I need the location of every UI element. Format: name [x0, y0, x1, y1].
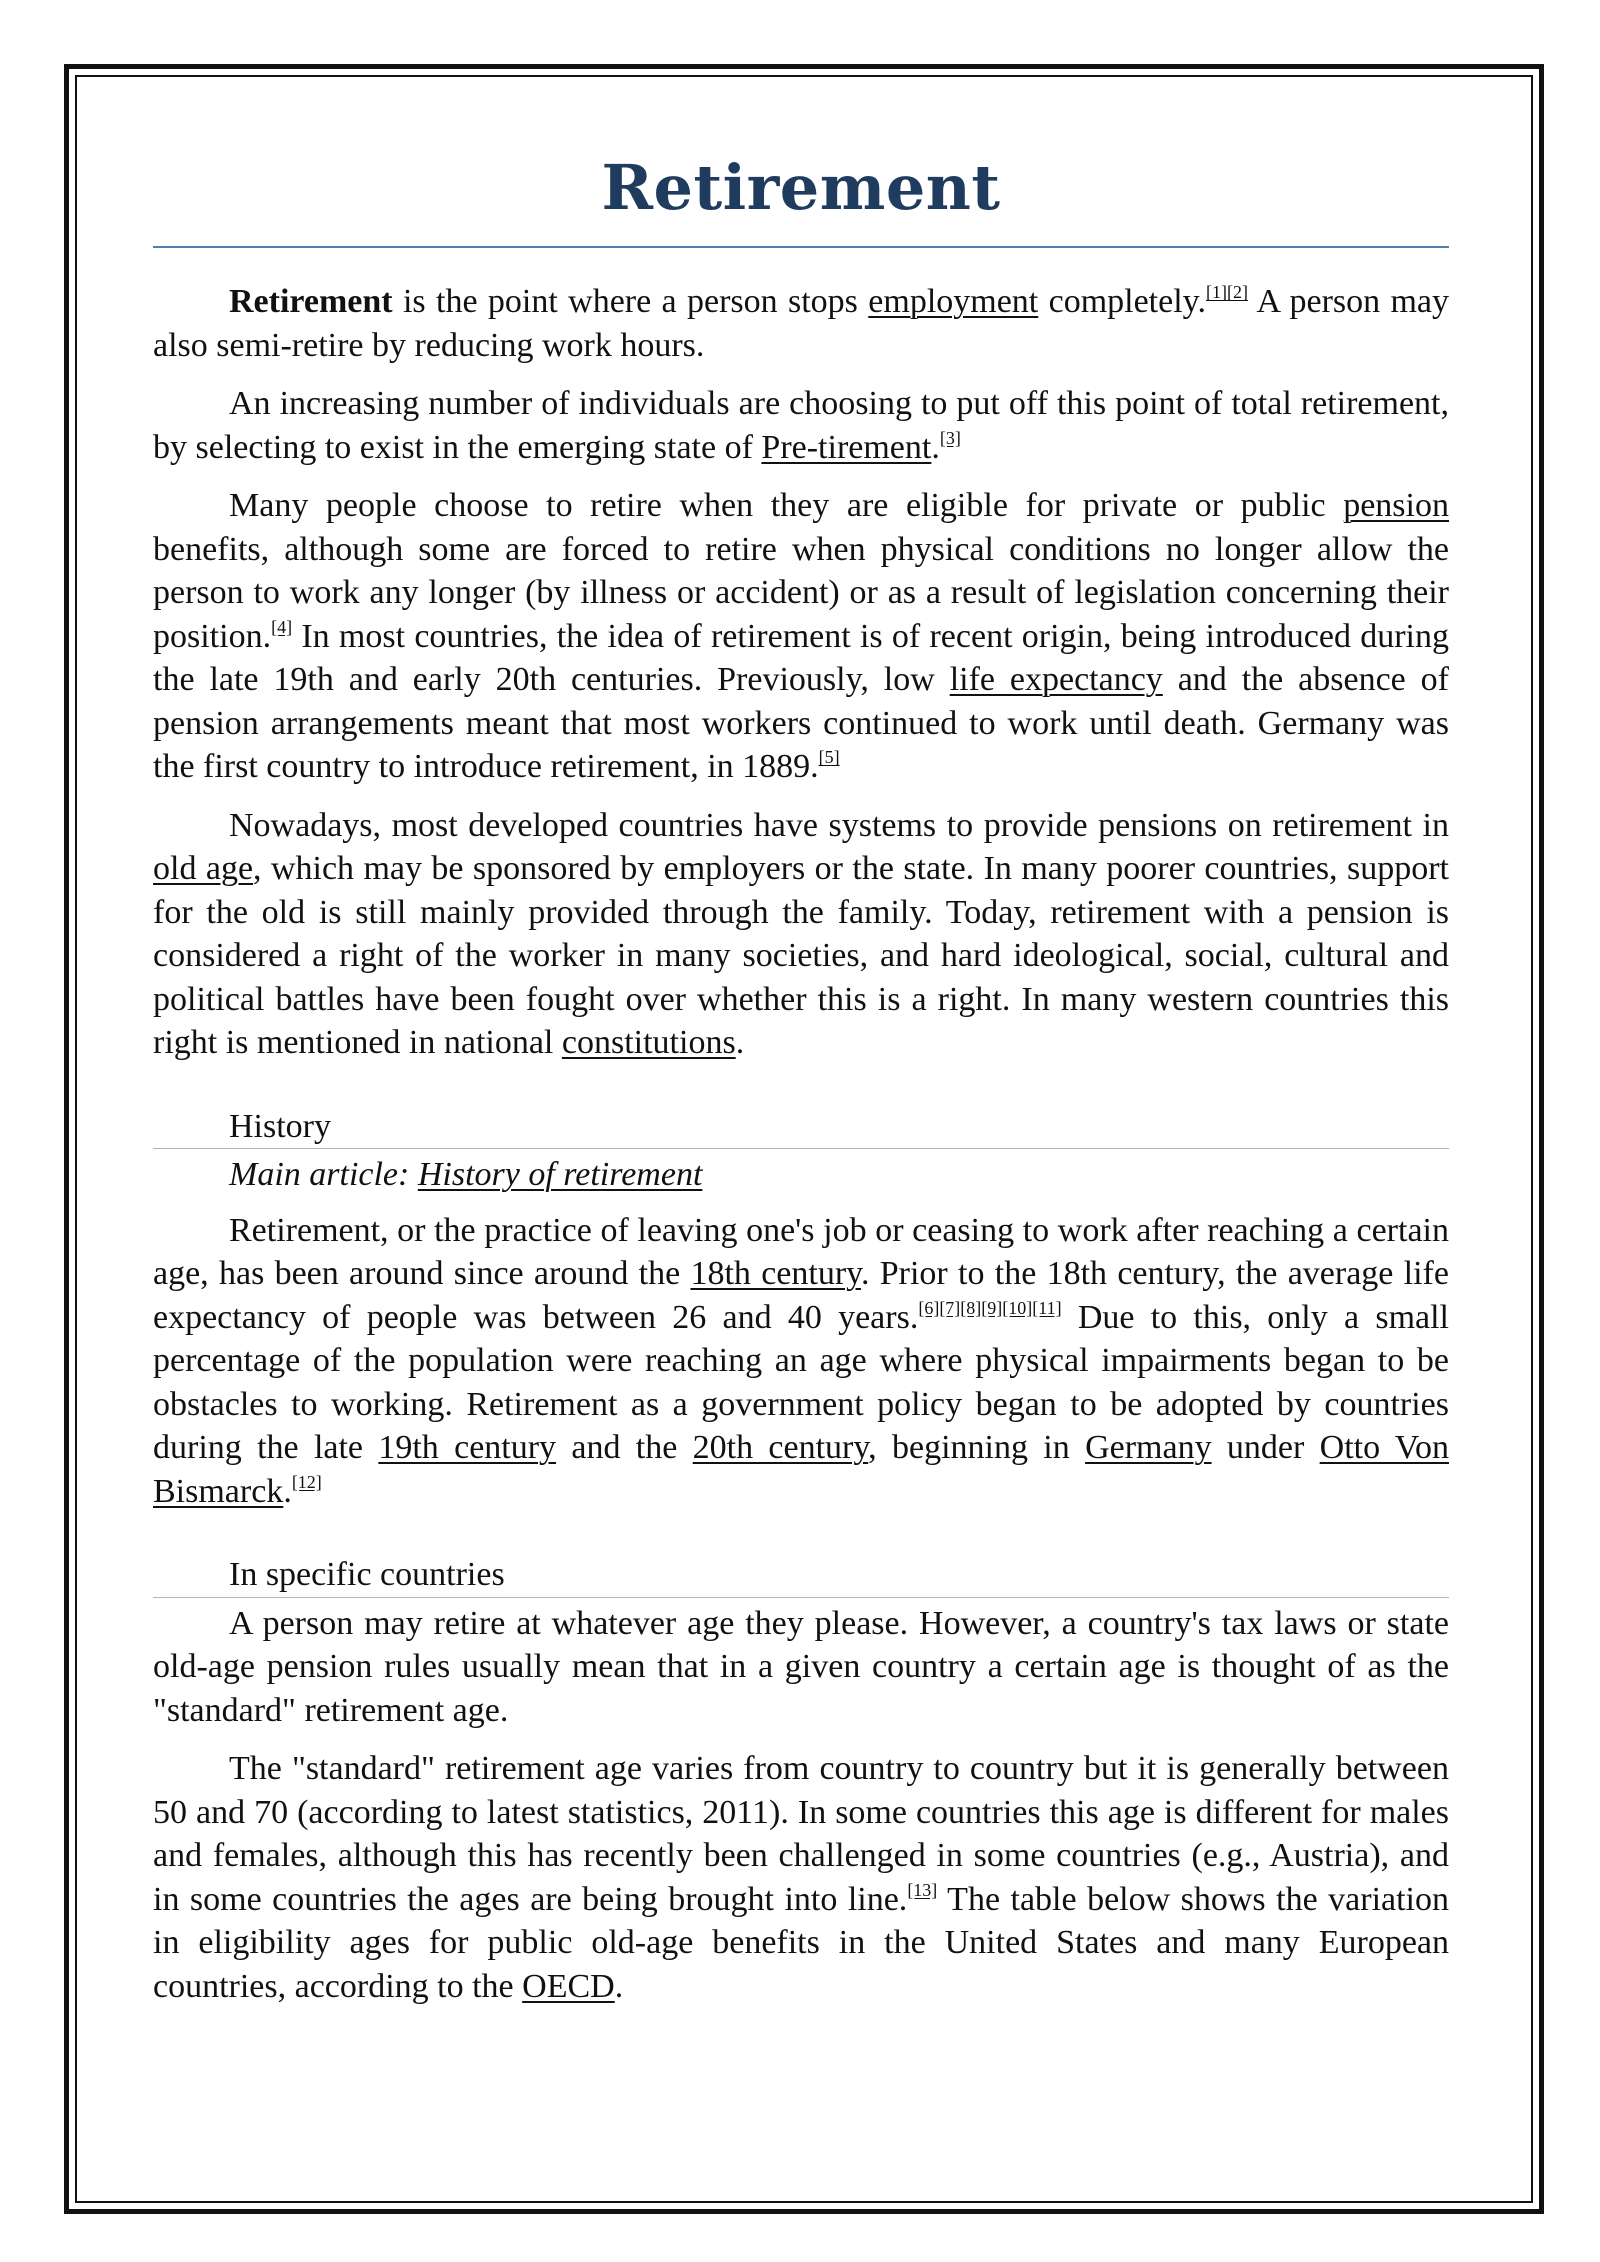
link-20th-century[interactable]: 20th century [692, 1429, 869, 1466]
link-otto-von-bismarck[interactable]: Otto Von Bismarck [153, 1429, 1449, 1510]
section-heading-countries: In specific countries [229, 1556, 505, 1593]
citation-12[interactable]: [12] [291, 1471, 322, 1492]
link-oecd[interactable]: OECD [522, 1967, 615, 2005]
paragraph-history: Retirement, or the practice of leaving one's job or ceasing to work after reaching a certain age, has been around since around the 18th century. Prior to the 18th century, the average life expectancy of people was between 26 and 40 years.[6][7][8][9][10][11] Due to this, only a small percentage of the population were reaching an age where physical impairments began to be obstacles to working. Retirement as a government policy began to be adopted by countries during the late 19th century and the 20th century, beginning in Germany under Otto Von Bismarck.[12] [153, 1211, 1450, 1510]
citation-4[interactable]: [4] [271, 616, 293, 637]
citation-5[interactable]: [5] [818, 747, 840, 767]
link-18th-century[interactable]: 18th century [690, 1255, 861, 1292]
paragraph-pretirement: An increasing number of individuals are choosing to put off this point of total retirement, by selecting to exist in the emerging state of Pre-tirement.[3] [153, 385, 1449, 466]
citations-6-11[interactable]: [6][7][8][9][10][11] [918, 1297, 1062, 1318]
link-germany[interactable]: Germany [1085, 1429, 1212, 1466]
paragraph-nowadays: Nowadays, most developed countries have systems to provide pensions on retirement in old age, which may be sponsored by employers or the state. In many poorer countries, support for the old is still mainly provided through the family. Today, retirement with a pension is considered a right of the worker in many societies, and hard ideological, social, cultural and political battles have been fought over whether this is a right. In many western countries this right is mentioned in national constitutions. [153, 806, 1449, 1061]
main-article-note: Main article: History of retirement [229, 1156, 703, 1193]
link-constitutions[interactable]: constitutions [561, 1024, 736, 1061]
link-pre-tirement[interactable]: Pre-tirement [761, 428, 932, 466]
section-divider-history [153, 1148, 1449, 1149]
page-title: Retirement [601, 151, 1001, 224]
citation-3[interactable]: [3] [939, 427, 961, 448]
link-employment[interactable]: employment [868, 283, 1039, 320]
paragraph-eligibility: Many people choose to retire when they are eligible for private or public pension benefits, although some are forced to retire when physical conditions no longer allow the person to work any longer (by illness or accident) or as a result of legislation concerning their position.[4] In most countries, the idea of retirement is of recent origin, being introduced during the late 19th and early 20th centuries. Previously, low life expectancy and the absence of pension arrangements meant that most workers continued to work until death. Germany was the first country to introduce retirement, in 1889.[5] [153, 487, 1449, 785]
link-history-of-retirement[interactable]: History of retirement [417, 1156, 703, 1193]
link-old-age[interactable]: old age [153, 850, 254, 887]
citation-2[interactable]: [2] [1226, 282, 1248, 302]
section-heading-history: History [229, 1107, 331, 1145]
title-divider [153, 246, 1449, 248]
paragraph-standard-age: The "standard" retirement age varies from country to country but it is generally between 50 and 70 (according to latest statistics, 2011). In some countries this age is different for males and females, although this has recently been challenged in some countries (e.g., Austria), and in some countries the ages are being brought into line.[13] The table below shows the variation in eligibility ages for public old-age benefits in the United States and many European countries, according to the OECD. [153, 1750, 1450, 2005]
link-19th-century[interactable]: 19th century [378, 1429, 557, 1466]
term-retirement: Retirement [229, 283, 393, 320]
link-pension[interactable]: pension [1343, 487, 1449, 524]
link-life-expectancy[interactable]: life expectancy [949, 661, 1163, 698]
citation-1[interactable]: [1] [1205, 282, 1227, 302]
paragraph-retire-any-age: A person may retire at whatever age they please. However, a country's tax laws or state old-age pension rules usually mean that in a given country a certain age is thought of as the "standard" retirement age. [153, 1604, 1449, 1729]
citation-13[interactable]: [13] [907, 1879, 938, 1900]
paragraph-intro: Retirement is the point where a person stops employment completely.[1][2] A person may also semi-retire by reducing work hours. [153, 282, 1450, 364]
section-divider-countries [153, 1597, 1449, 1598]
article-body [153, 140, 1449, 2023]
